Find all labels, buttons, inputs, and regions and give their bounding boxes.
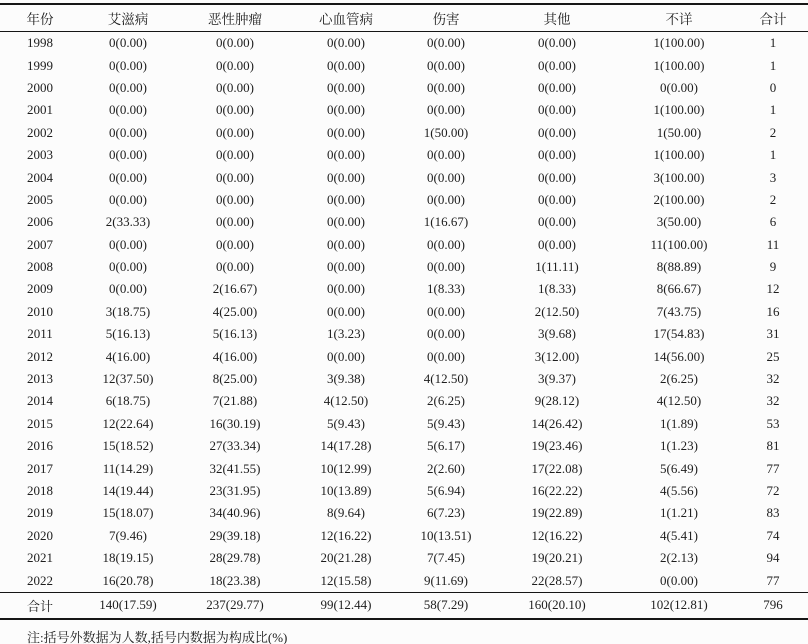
year-cell: 2002 (27, 124, 53, 140)
value-cell: 18(23.38) (209, 572, 261, 588)
value-cell: 77 (766, 572, 780, 588)
total-value-cell: 796 (738, 592, 808, 619)
value-cell: 0(0.00) (427, 35, 465, 51)
value-cell: 2(2.13) (660, 550, 698, 566)
year-cell: 2020 (27, 527, 53, 543)
total-value-cell: 102(12.81) (620, 592, 738, 619)
value-cell: 16(30.19) (209, 415, 261, 431)
value-cell: 4(12.50) (423, 371, 469, 387)
value-cell: 15(18.07) (102, 505, 154, 521)
value-cell: 3 (769, 169, 777, 185)
value-cell: 7(43.75) (656, 303, 702, 319)
table-row (0, 345, 808, 367)
value-cell: 27(33.34) (209, 438, 261, 454)
value-cell: 0(0.00) (327, 102, 365, 118)
value-cell: 7(7.45) (427, 550, 465, 566)
value-cell: 0(0.00) (216, 259, 254, 275)
value-cell: 9(11.69) (424, 572, 468, 588)
value-cell: 0(0.00) (327, 214, 365, 230)
value-cell: 94 (766, 550, 780, 566)
year-cell: 2019 (27, 505, 53, 521)
value-cell: 1(50.00) (423, 124, 469, 140)
value-cell: 0(0.00) (216, 169, 254, 185)
value-cell: 2 (769, 124, 777, 140)
value-cell: 14(17.28) (320, 438, 372, 454)
column-header-7: 合计 (738, 4, 808, 32)
value-cell: 7(21.88) (212, 393, 258, 409)
table-row (0, 323, 808, 345)
value-cell: 0(0.00) (427, 191, 465, 207)
value-cell: 22(28.57) (531, 572, 583, 588)
value-cell: 14(56.00) (653, 348, 705, 364)
table-body (0, 32, 808, 593)
value-cell: 3(18.75) (105, 303, 151, 319)
value-cell: 14(19.44) (102, 483, 154, 498)
value-cell: 0(0.00) (427, 348, 465, 364)
table-row (0, 390, 808, 412)
value-cell: 32(41.55) (209, 460, 261, 476)
header-row (0, 4, 808, 32)
value-cell: 12(15.58) (320, 572, 372, 588)
value-cell: 0(0.00) (109, 236, 147, 252)
value-cell: 0(0.00) (327, 191, 365, 207)
value-cell: 0 (769, 79, 777, 95)
year-cell: 2010 (27, 303, 53, 319)
value-cell: 0(0.00) (109, 191, 147, 207)
table-row (0, 278, 808, 300)
deaths-by-cause-by-year-table (0, 3, 808, 620)
value-cell: 32 (766, 371, 780, 387)
value-cell: 4(12.50) (656, 393, 702, 409)
value-cell: 0(0.00) (109, 102, 147, 118)
year-cell: 2000 (27, 79, 53, 95)
value-cell: 81 (766, 438, 780, 454)
value-cell: 19(23.46) (531, 438, 583, 454)
value-cell: 0(0.00) (109, 147, 147, 163)
table-row (0, 413, 808, 435)
value-cell: 2(12.50) (534, 303, 580, 319)
value-cell: 0(0.00) (216, 147, 254, 163)
value-cell: 9(28.12) (534, 393, 580, 409)
year-cell: 2016 (27, 438, 53, 454)
value-cell: 6 (769, 214, 777, 230)
table-header (0, 4, 808, 32)
value-cell: 12(16.22) (320, 527, 372, 543)
value-cell: 0(0.00) (216, 57, 254, 73)
value-cell: 12 (766, 281, 780, 297)
value-cell: 0(0.00) (109, 124, 147, 140)
value-cell: 5(6.49) (660, 460, 698, 476)
table-row (0, 54, 808, 76)
total-value-cell: 58(7.29) (398, 592, 494, 619)
value-cell: 3(9.38) (327, 371, 365, 387)
table-row (0, 234, 808, 256)
value-cell: 11(14.29) (102, 460, 154, 476)
value-cell: 0(0.00) (427, 303, 465, 319)
year-cell: 2012 (27, 348, 53, 364)
value-cell: 3(9.37) (538, 371, 576, 387)
value-cell: 74 (766, 527, 780, 543)
value-cell: 1(11.11) (535, 259, 579, 275)
value-cell: 1(1.21) (660, 505, 698, 521)
value-cell: 23(31.95) (209, 483, 261, 498)
year-cell: 2009 (27, 281, 53, 297)
table-row (0, 502, 808, 524)
value-cell: 1(16.67) (423, 214, 469, 230)
table-row (0, 435, 808, 457)
value-cell: 0(0.00) (216, 35, 254, 51)
value-cell: 25 (766, 348, 780, 364)
table-row (0, 189, 808, 211)
column-header-2: 恶性肿瘤 (176, 4, 294, 32)
value-cell: 0(0.00) (109, 259, 147, 275)
table-row (0, 256, 808, 278)
value-cell: 3(50.00) (656, 214, 702, 230)
value-cell: 4(5.41) (660, 527, 698, 543)
value-cell: 6(18.75) (105, 393, 151, 409)
total-value-cell: 237(29.77) (176, 592, 294, 619)
table-row (0, 211, 808, 233)
value-cell: 1(100.00) (653, 35, 705, 51)
value-cell: 29(39.18) (209, 527, 261, 543)
value-cell: 2(33.33) (105, 214, 151, 230)
value-cell: 1(100.00) (653, 102, 705, 118)
table-row (0, 368, 808, 390)
value-cell: 1 (769, 57, 777, 73)
value-cell: 11(100.00) (650, 236, 708, 252)
value-cell: 12(16.22) (531, 527, 583, 543)
value-cell: 8(9.64) (327, 505, 365, 521)
value-cell: 15(18.52) (102, 438, 154, 454)
value-cell: 19(22.89) (531, 505, 583, 521)
value-cell: 16(20.78) (102, 572, 154, 588)
year-cell: 2006 (27, 214, 53, 230)
year-cell: 1999 (27, 57, 53, 73)
year-cell: 2021 (27, 550, 53, 566)
table-row (0, 122, 808, 144)
value-cell: 16 (766, 303, 780, 319)
value-cell: 4(5.56) (660, 483, 698, 498)
value-cell: 1 (769, 147, 777, 163)
value-cell: 4(25.00) (212, 303, 258, 319)
value-cell: 0(0.00) (109, 57, 147, 73)
value-cell: 0(0.00) (327, 303, 365, 319)
value-cell: 32 (766, 393, 780, 409)
value-cell: 1(3.23) (327, 326, 365, 342)
value-cell: 4(16.00) (105, 348, 151, 364)
value-cell: 12(37.50) (102, 371, 154, 387)
value-cell: 0(0.00) (427, 259, 465, 275)
table-row (0, 569, 808, 592)
value-cell: 0(0.00) (109, 169, 147, 185)
year-cell: 2007 (27, 236, 53, 252)
value-cell: 0(0.00) (427, 169, 465, 185)
value-cell: 17(22.08) (531, 460, 583, 476)
value-cell: 4(16.00) (212, 348, 258, 364)
year-cell: 2015 (27, 415, 53, 431)
value-cell: 0(0.00) (538, 191, 576, 207)
year-cell: 1998 (27, 35, 53, 51)
value-cell: 0(0.00) (660, 572, 698, 588)
value-cell: 2(6.25) (427, 393, 465, 409)
value-cell: 0(0.00) (216, 102, 254, 118)
value-cell: 0(0.00) (427, 147, 465, 163)
value-cell: 14(26.42) (531, 415, 583, 431)
value-cell: 9 (769, 259, 777, 275)
value-cell: 0(0.00) (427, 79, 465, 95)
value-cell: 0(0.00) (109, 281, 147, 297)
value-cell: 0(0.00) (538, 102, 576, 118)
value-cell: 10(12.99) (320, 460, 372, 476)
value-cell: 2(100.00) (653, 191, 705, 207)
year-cell: 2008 (27, 259, 53, 275)
value-cell: 1(100.00) (653, 57, 705, 73)
value-cell: 0(0.00) (109, 35, 147, 51)
table-row (0, 547, 808, 569)
value-cell: 5(6.94) (427, 483, 465, 498)
value-cell: 0(0.00) (427, 57, 465, 73)
value-cell: 5(9.43) (427, 415, 465, 431)
value-cell: 5(9.43) (327, 415, 365, 431)
value-cell: 83 (766, 505, 780, 521)
column-header-1: 艾滋病 (80, 4, 176, 32)
table-row (0, 32, 808, 55)
value-cell: 3(9.68) (538, 326, 576, 342)
value-cell: 16(22.22) (531, 483, 583, 498)
value-cell: 10(13.51) (420, 527, 472, 543)
value-cell: 0(0.00) (327, 348, 365, 364)
value-cell: 2 (769, 191, 777, 207)
total-label-cell: 合计 (0, 592, 80, 619)
value-cell: 0(0.00) (538, 169, 576, 185)
value-cell: 0(0.00) (427, 102, 465, 118)
value-cell: 8(25.00) (212, 371, 258, 387)
value-cell: 0(0.00) (109, 79, 147, 95)
value-cell: 72 (766, 483, 780, 498)
table-row (0, 301, 808, 323)
table-row (0, 99, 808, 121)
column-header-4: 伤害 (398, 4, 494, 32)
column-header-0: 年份 (0, 4, 80, 32)
value-cell: 0(0.00) (327, 124, 365, 140)
value-cell: 1(100.00) (653, 147, 705, 163)
value-cell: 28(29.78) (209, 550, 261, 566)
value-cell: 5(16.13) (212, 326, 258, 342)
value-cell: 3(100.00) (653, 169, 705, 185)
value-cell: 8(88.89) (656, 259, 702, 275)
value-cell: 6(7.23) (427, 505, 465, 521)
value-cell: 17(54.83) (653, 326, 705, 342)
value-cell: 0(0.00) (327, 281, 365, 297)
table-row (0, 166, 808, 188)
value-cell: 10(13.89) (320, 483, 372, 498)
table-row (0, 480, 808, 502)
year-cell: 2014 (27, 393, 53, 409)
value-cell: 1(1.23) (660, 438, 698, 454)
value-cell: 53 (766, 415, 780, 431)
table-row (0, 144, 808, 166)
year-cell: 2004 (27, 169, 53, 185)
value-cell: 0(0.00) (327, 79, 365, 95)
value-cell: 7(9.46) (109, 527, 147, 543)
value-cell: 0(0.00) (538, 79, 576, 95)
value-cell: 1 (769, 35, 777, 51)
value-cell: 31 (766, 326, 780, 342)
value-cell: 0(0.00) (538, 35, 576, 51)
value-cell: 77 (766, 460, 780, 476)
value-cell: 0(0.00) (327, 259, 365, 275)
value-cell: 1(50.00) (656, 124, 702, 140)
value-cell: 2(2.60) (427, 460, 465, 476)
value-cell: 4(12.50) (323, 393, 369, 409)
value-cell: 0(0.00) (538, 214, 576, 230)
value-cell: 0(0.00) (538, 57, 576, 73)
value-cell: 2(16.67) (212, 281, 258, 297)
value-cell: 0(0.00) (216, 191, 254, 207)
total-value-cell: 99(12.44) (294, 592, 398, 619)
value-cell: 0(0.00) (538, 147, 576, 163)
value-cell: 11 (766, 236, 780, 252)
value-cell: 19(20.21) (531, 550, 583, 566)
value-cell: 1(8.33) (427, 281, 465, 297)
year-cell: 2013 (27, 371, 53, 387)
value-cell: 1(1.89) (660, 415, 698, 431)
year-cell: 2003 (27, 147, 53, 163)
table-row (0, 77, 808, 99)
column-header-6: 不详 (620, 4, 738, 32)
total-value-cell: 140(17.59) (80, 592, 176, 619)
value-cell: 0(0.00) (327, 169, 365, 185)
value-cell: 18(19.15) (102, 550, 154, 566)
value-cell: 5(6.17) (427, 438, 465, 454)
value-cell: 0(0.00) (216, 79, 254, 95)
value-cell: 0(0.00) (327, 57, 365, 73)
value-cell: 0(0.00) (216, 124, 254, 140)
value-cell: 20(21.28) (320, 550, 372, 566)
year-cell: 2017 (27, 460, 53, 476)
year-cell: 2018 (27, 483, 53, 498)
value-cell: 0(0.00) (327, 147, 365, 163)
value-cell: 1(8.33) (538, 281, 576, 297)
value-cell: 0(0.00) (427, 326, 465, 342)
total-value-cell: 160(20.10) (494, 592, 620, 619)
total-row (0, 592, 808, 619)
value-cell: 0(0.00) (538, 236, 576, 252)
year-cell: 2022 (27, 572, 53, 588)
value-cell: 0(0.00) (327, 236, 365, 252)
value-cell: 0(0.00) (660, 79, 698, 95)
value-cell: 0(0.00) (216, 236, 254, 252)
value-cell: 0(0.00) (216, 214, 254, 230)
table-row (0, 525, 808, 547)
value-cell: 0(0.00) (538, 124, 576, 140)
year-cell: 2001 (27, 102, 53, 118)
value-cell: 1 (769, 102, 777, 118)
value-cell: 3(12.00) (534, 348, 580, 364)
column-header-5: 其他 (494, 4, 620, 32)
table-footer (0, 592, 808, 619)
value-cell: 34(40.96) (209, 505, 261, 521)
year-cell: 2011 (27, 326, 53, 342)
year-cell: 2005 (27, 191, 53, 207)
value-cell: 12(22.64) (102, 415, 154, 431)
table-row (0, 457, 808, 479)
value-cell: 0(0.00) (327, 35, 365, 51)
column-header-3: 心血管病 (294, 4, 398, 32)
value-cell: 8(66.67) (656, 281, 702, 297)
value-cell: 5(16.13) (105, 326, 151, 342)
value-cell: 0(0.00) (427, 236, 465, 252)
value-cell: 2(6.25) (660, 371, 698, 387)
table-footnote: 注:括号外数据为人数,括号内数据为构成比(%) (27, 629, 288, 644)
